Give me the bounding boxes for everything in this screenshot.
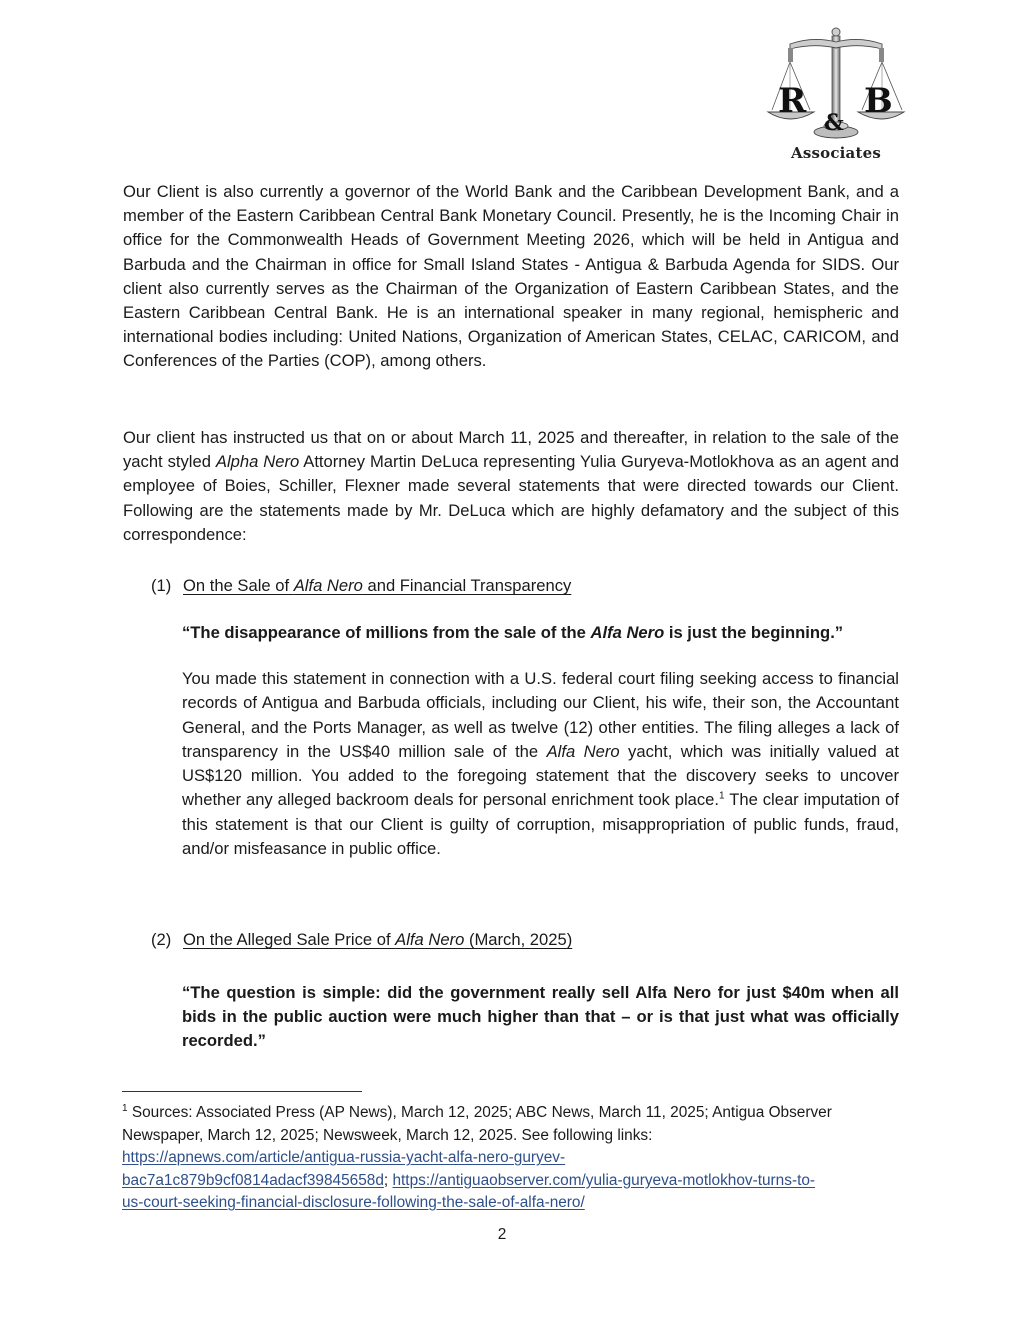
footnote-1: $^1$ Sources: Associated Press (AP News), March 12, 2025; ABC News, March 11, 2025; Antigua Observer Newspaper, March 12, 2025; Newsweek, March 12, 2025. See following links: https://apnews.com/article/antigua-russia-yacht-alfa-nero-guryev- bac7a1c879b9cf0814adacf39845658d; https://antiguaobserver.com/yulia-guryeva-motlokhov-turns-to- us-court-seeking-financial-disclosure-following-the-sale-of-alfa-nero/ bbox=[122, 1102, 832, 1211]
footnote-reference: 1 bbox=[719, 790, 725, 802]
paragraph-client-roles: Our Client is also currently a governor of the World Bank and the Caribbean Development Bank, and a member of the Eastern Caribbean Central Bank Monetary Council. Presently, he is the Incoming Chair in office for the Commonwealth Heads of Government Meeting 2026, which will be held in Antigua and Barbuda and the Chairman in office for Small Island States - Antigua & Barbuda Agenda for SIDS. Our client also currently serves as the Chairman of the Organization of Eastern Caribbean States, and the Eastern Caribbean Central Bank. He is an international speaker in many regional, hemispheric and international bodies including: United Nations, Organization of American States, CELAC, CARICOM, and Conferences of the Parties (COP), among others. bbox=[123, 182, 899, 371]
statement-2-quote: “The question is simple: did the government really sell Alfa Nero for just $40m when all bids in the public auction were much higher than that – or is that just what was officially recorded.” bbox=[182, 983, 899, 1051]
logo-caption: Associates bbox=[790, 144, 881, 162]
svg-text:B: B bbox=[864, 81, 893, 121]
item-number: (1) bbox=[151, 576, 172, 595]
link-antiguaobserver[interactable]: https://antiguaobserver.com/yulia-guryeva-motlokhov-turns-to- us-court-seeking-financial-disclosure-following-the-sale-of-alfa-nero/ bbox=[122, 1171, 816, 1211]
paragraph-instruction: Our client has instructed us that on or about March 11, 2025 and thereafter, in relation to the sale of the yacht styled Alpha Nero Attorney Martin DeLuca representing Yulia Guryeva-Motlokhova as an agent and employee of Boies, Schiller, Flexner made several statements that were directed towards our Client. Following are the statements made by Mr. DeLuca which are highly defamatory and the subject of this correspondence: bbox=[123, 428, 899, 544]
rb-associates-logo bbox=[766, 22, 906, 164]
svg-text:R: R bbox=[778, 81, 807, 121]
scales-of-justice-icon bbox=[766, 22, 906, 164]
statement-2-heading bbox=[151, 928, 572, 952]
page-number: 2 bbox=[497, 1226, 507, 1243]
item-title: On the Alleged Sale Price of Alfa Nero (March, 2025) bbox=[183, 930, 573, 949]
footnote-divider bbox=[122, 1091, 362, 1092]
item-number: (2) bbox=[151, 930, 172, 949]
statement-1-explanation: You made this statement in connection with a U.S. federal court filing seeking access to financial records of Antigua and Barbuda officials, including our Client, his wife, their son, the Accountant General, and the Ports Manager, as well as twelve (12) other entities. The filing alleges a lack of transparency in the US$40 million sale of the Alfa Nero yacht, which was initially valued at US$120 million. You added to the foregoing statement that the discovery seeks to uncover whether any alleged backroom deals for personal enrichment took place.$^1$ The clear imputation of this statement is that our Client is guilty of corruption, misappropriation of public funds, fraud, and/or misfeasance in public office. bbox=[182, 669, 900, 859]
statement-1-quote: “The disappearance of millions from the sale of the Alfa Nero is just the beginning.” bbox=[182, 623, 844, 642]
statement-1-heading bbox=[151, 574, 571, 598]
item-title: On the Sale of Alfa Nero and Financial Transparency bbox=[183, 576, 572, 595]
link-apnews[interactable]: https://apnews.com/article/antigua-russia-yacht-alfa-nero-guryev- bac7a1c879b9cf0814adacf39845658d bbox=[122, 1149, 566, 1189]
footnote-marker: 1 bbox=[122, 1102, 128, 1114]
svg-text:&: & bbox=[824, 110, 844, 136]
